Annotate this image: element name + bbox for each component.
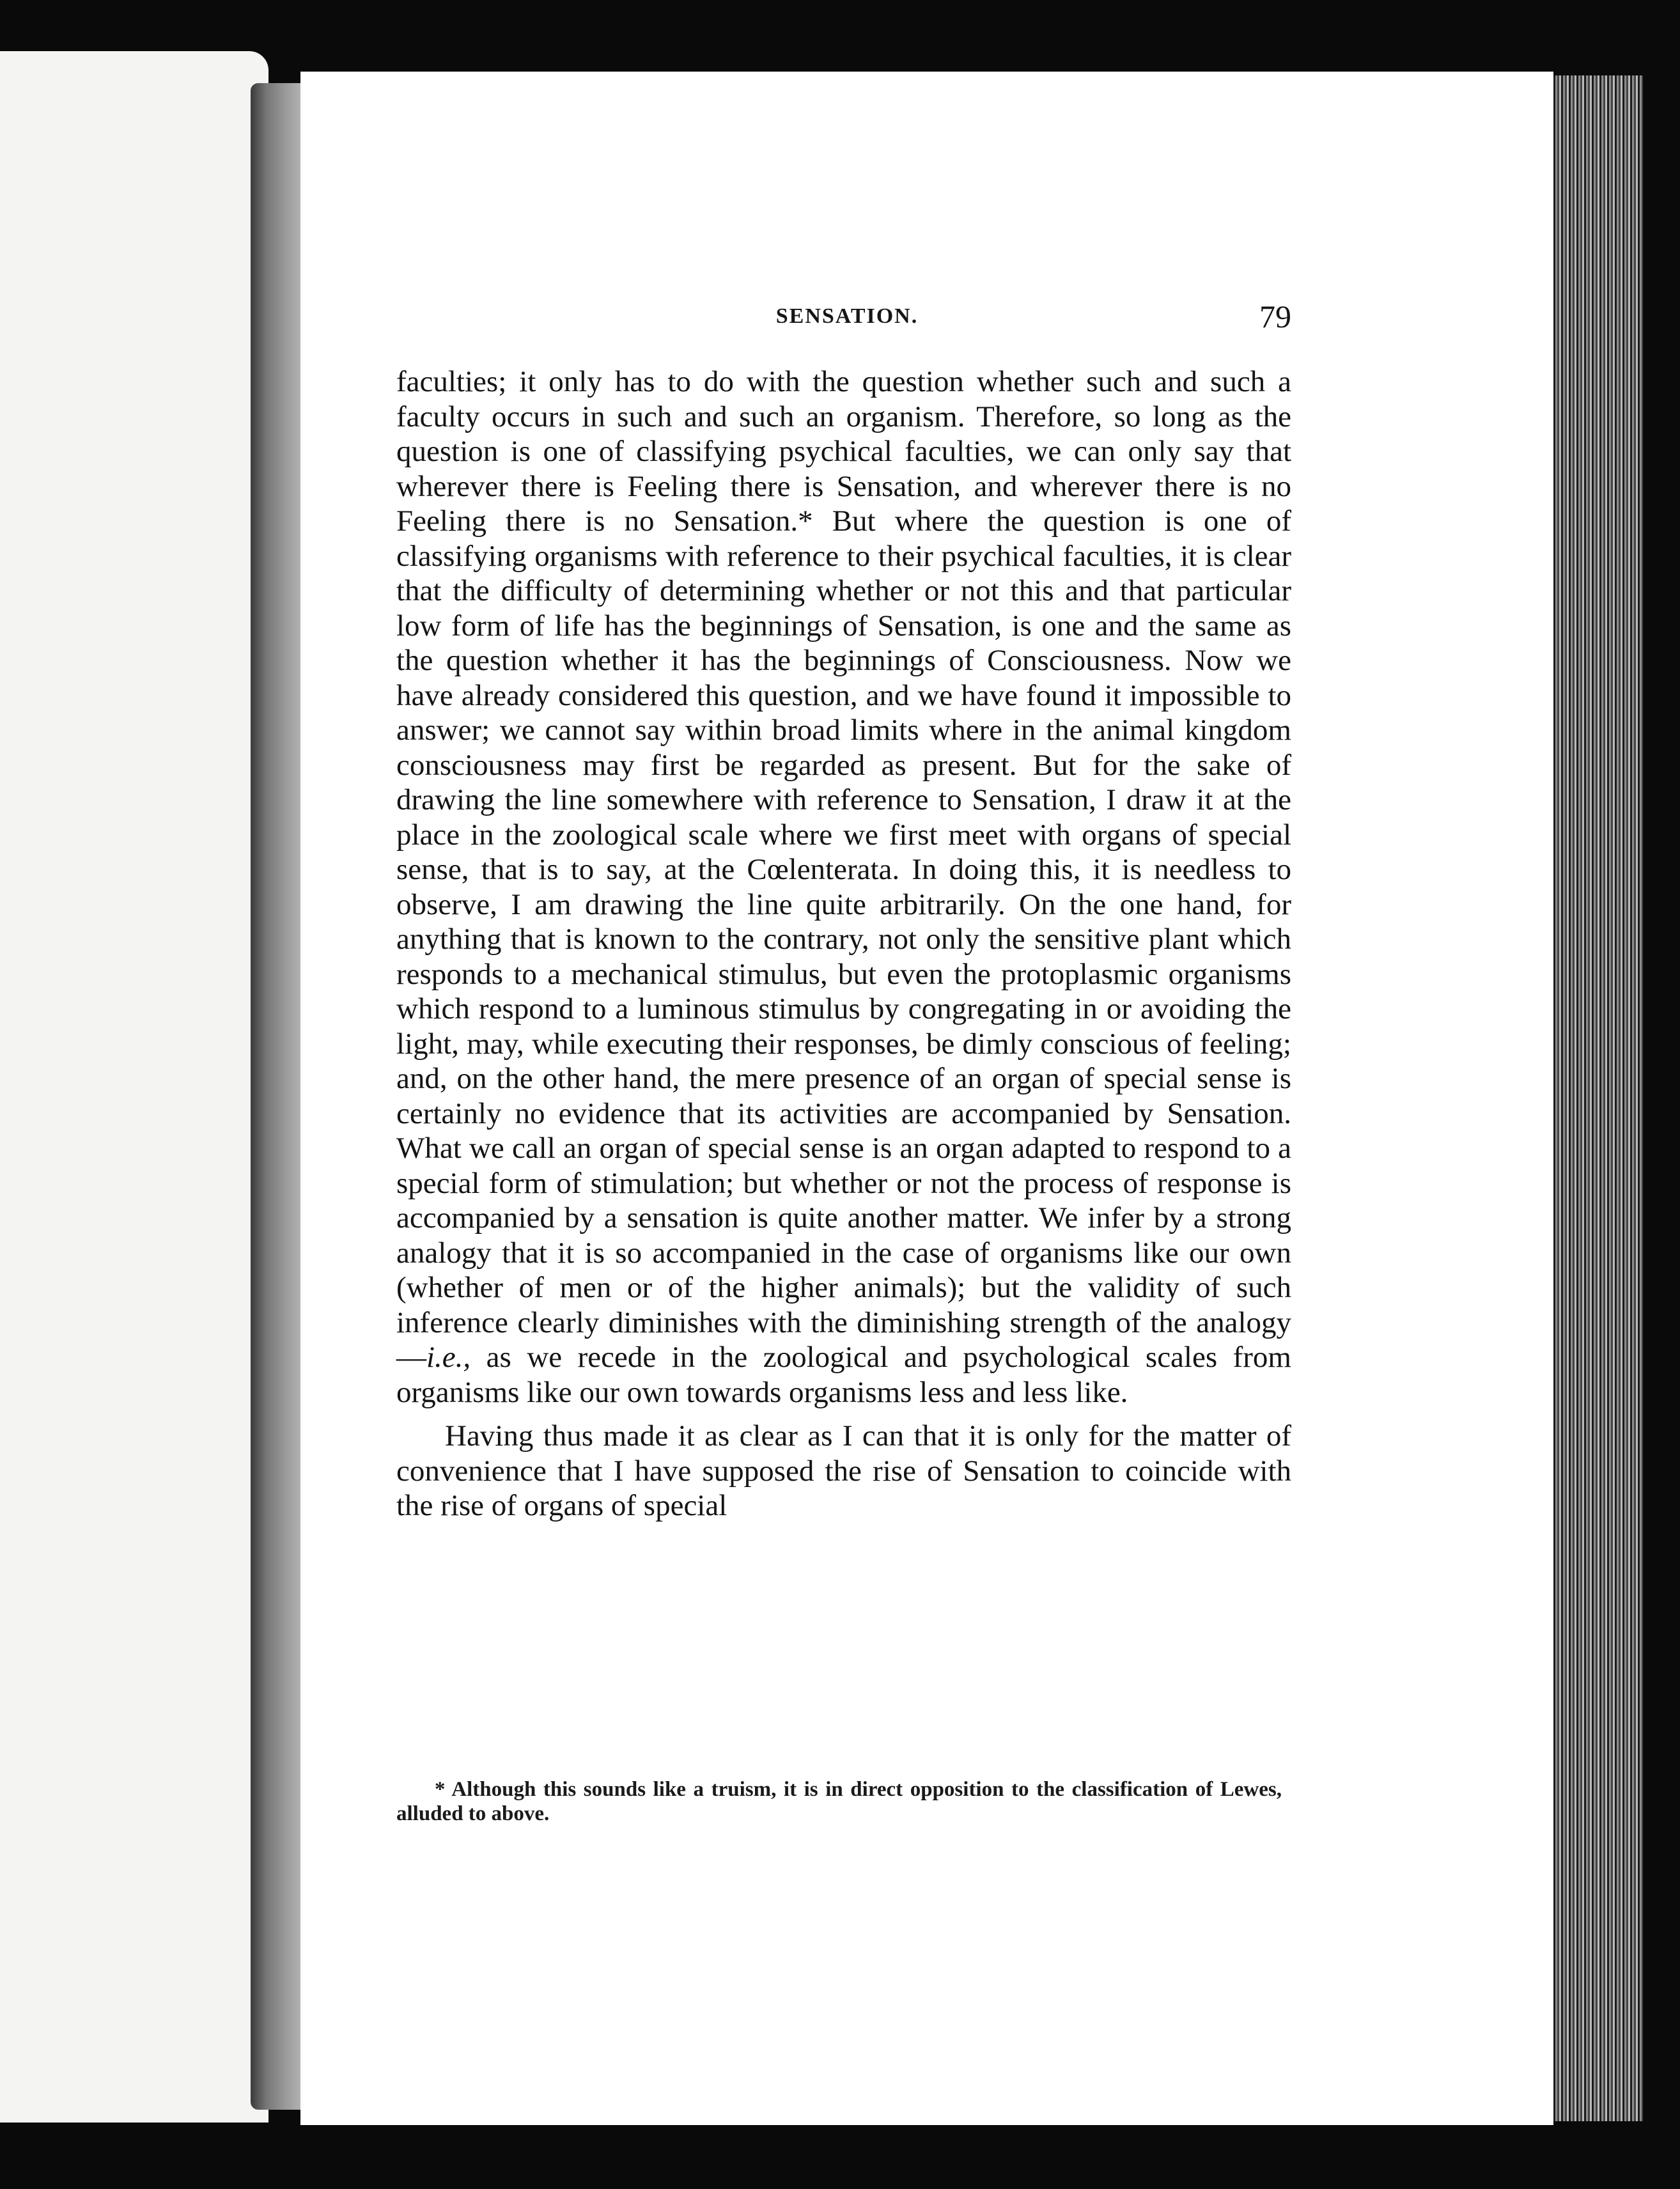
italic-abbreviation: i.e., <box>426 1341 471 1374</box>
page-header <box>403 299 1291 343</box>
body-text <box>396 364 1291 1523</box>
paragraph <box>396 364 1291 1410</box>
facing-page <box>0 51 268 2123</box>
running-head: SENSATION. <box>775 304 919 328</box>
footnote: * Although this sounds like a truism, it is in direct opposition to the classification of Lewes, alluded to above. <box>396 1778 1282 1825</box>
page-number: 79 <box>1259 299 1291 334</box>
paragraph-text: as we recede in the zoological and psychological scales from organisms like our own towards organisms less and less like. <box>396 1341 1291 1409</box>
paragraph-text: faculties; it only has to do with the question whether such and such a faculty occurs in such and such an organism. Therefore, so long as the question is one of classifying psychical faculties, we can only say that wherever there is Feeling there is Sensation, and wherever there is no Feeling there is no Sensation.* But where the question is one of classifying organisms with reference to their psychical faculties, it is clear that the difficulty of determining whether or not this and that particular low form of life has the beginnings of Sensation, is one and the same as the question whether it has the beginnings of Consciousness. Now we have already considered this question, and we have found it impossible to answer; we cannot say within broad limits where in the animal kingdom consciousness may first be regarded as present. But for the sake of drawing the line somewhere with reference to Sensation, I draw it at the place in the zoological scale where we first meet with organs of special sense, that is to say, at the Cœlenterata. In doing this, it is needless to observe, I am drawing the line quite arbitrarily. On the one hand, for anything that is known to the contrary, not only the sensitive plant which responds to a mechanical stimulus, but even the protoplasmic organisms which respond to a luminous stimulus by congregating in or avoiding the light, may, while executing their responses, be dimly conscious of feeling; and, on the other hand, the mere presence of an organ of special sense is certainly no evidence that its activities are accompanied by Sensation. What we call an organ of special sense is an organ adapted to respond to a special form of stimulation; but whether or not the process of response is accompanied by a sensation is quite another matter. We infer by a strong analogy that it is so accompanied in the case of organisms like our own (whether of men or of the higher animals); but the validity of such inference clearly diminishes with the diminishing strength of the analogy— <box>396 365 1291 1374</box>
paragraph: Having thus made it as clear as I can that it is only for the matter of convenience that I have supposed the rise of Sensation to coincide with the rise of organs of special <box>396 1419 1291 1522</box>
page-edges <box>1553 75 1643 2121</box>
